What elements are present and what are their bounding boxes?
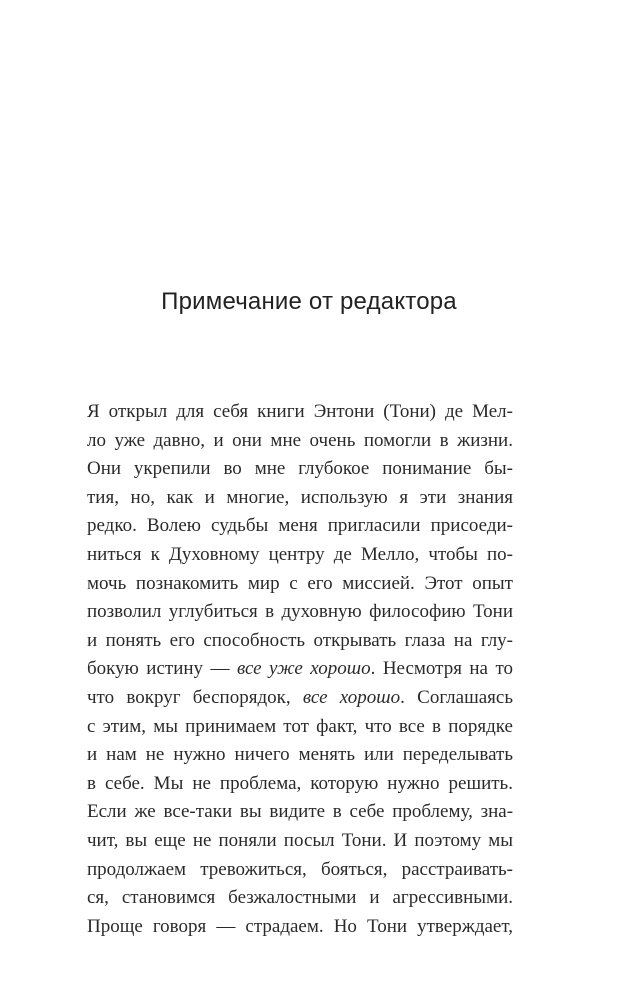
text-line: в себе. Мы не проблема, которую нужно решить. bbox=[87, 772, 513, 794]
text-line: Они укрепили во мне глубокое понимание бы- bbox=[87, 458, 513, 480]
text-line: с этим, мы принимаем тот факт, что все в порядке bbox=[87, 715, 513, 737]
text-line: бокую истину — все уже хорошо. Несмотря на то bbox=[87, 658, 514, 680]
text-line: продолжаем тревожиться, бояться, расстраивать- bbox=[87, 858, 513, 880]
text-line: Если же все-таки вы видите в себе проблему, зна- bbox=[87, 801, 514, 823]
chapter-heading: Примечание от редактора bbox=[161, 288, 457, 315]
text-line: позволил углубиться в духовную философию Тони bbox=[87, 601, 513, 623]
text-line: Я открыл для себя книги Энтони (Тони) де Мел- bbox=[87, 401, 513, 422]
text-line: ся, становимся безжалостными и агрессивными. bbox=[87, 887, 514, 909]
text-line: мочь познакомить мир с его миссией. Этот опыт bbox=[87, 572, 513, 594]
text-line: что вокруг беспорядок, все хорошо. Соглашаясь bbox=[87, 686, 513, 708]
text-line: Проще говоря — страдаем. Но Тони утверждает, bbox=[87, 915, 513, 937]
text-line: и понять его способность открывать глаза на глу- bbox=[87, 629, 513, 651]
italic-phrase: все уже хорошо bbox=[236, 658, 371, 680]
body-text bbox=[87, 398, 513, 941]
text-line: ниться к Духовному центру де Мелло, чтобы по- bbox=[87, 543, 513, 565]
text-line: редко. Волею судьбы меня пригласили присоеди- bbox=[87, 515, 513, 537]
text-line: и нам не нужно ничего менять или переделывать bbox=[87, 744, 514, 766]
text-line: тия, но, как и многие, использую я эти знания bbox=[87, 486, 513, 508]
text-line: ло уже давно, и они мне очень помогли в жизни. bbox=[87, 429, 513, 451]
text-line: чит, вы еще не поняли посыл Тони. И поэтому мы bbox=[87, 829, 513, 851]
italic-phrase: все хорошо bbox=[302, 686, 401, 708]
